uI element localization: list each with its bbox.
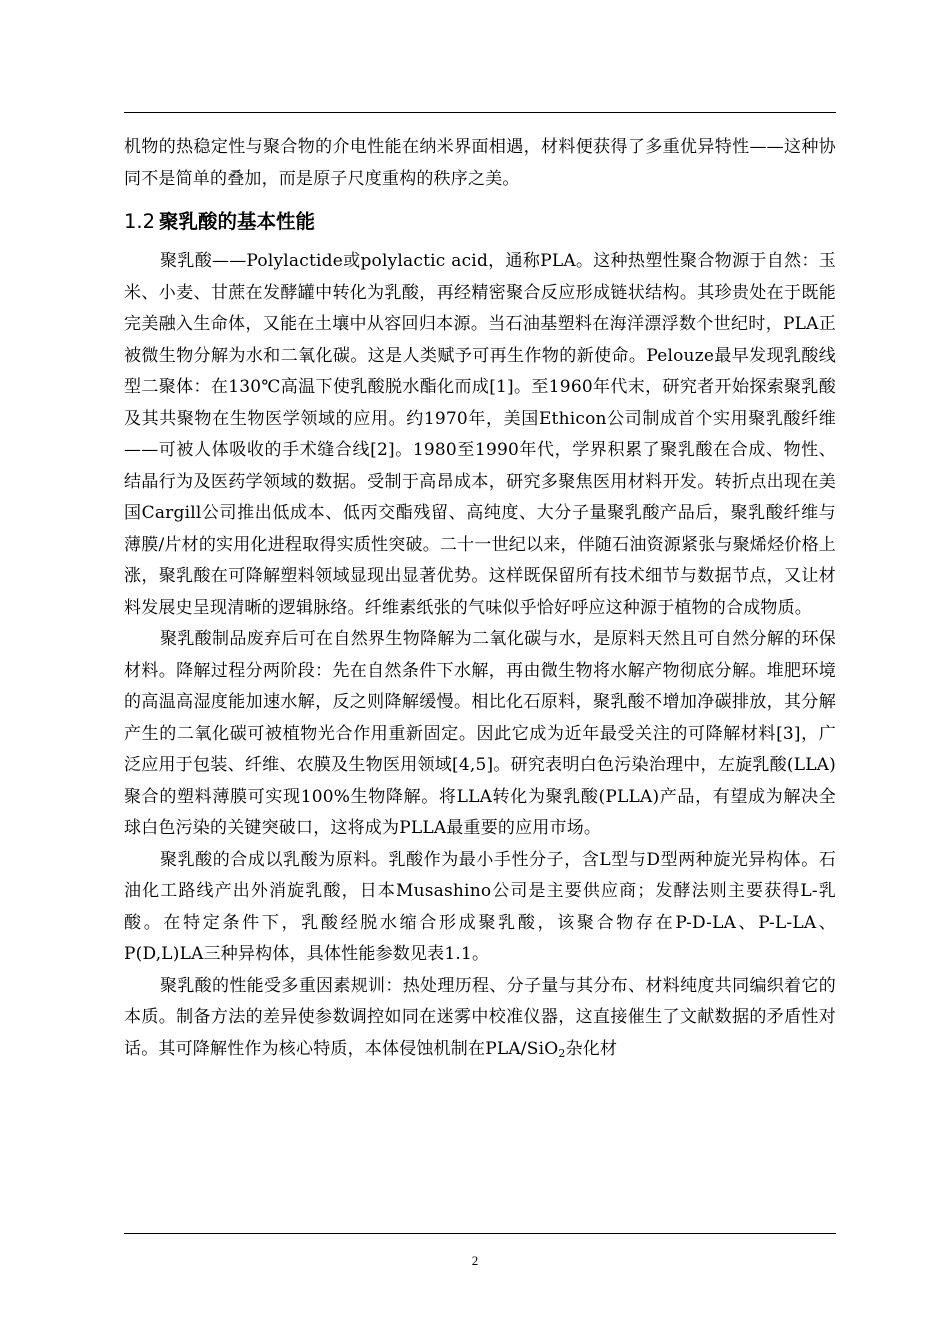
section-title: 聚乳酸的基本性能 — [159, 210, 316, 233]
header-rule — [124, 112, 836, 113]
body-paragraph: 聚乳酸制品废弃后可在自然界生物降解为二氧化碳与水，是原料天然且可自然分解的环保材料。降解过程分两阶段：先在自然条件下水解，再由微生物将水解产物彻底分解。堆肥环境的高温高湿度能加速水解，反之则降解缓慢。相比化石原料，聚乳酸不增加净碳排放，其分解产生的二氧化碳可被植物光合作用重新固定。因此它成为近年最受关注的可降解材料[3]，广泛应用于包装、纤维、农膜及生物医用领域[4,5]。研究表明白色污染治理中，左旋乳酸(LLA)聚合的塑料薄膜可实现100%生物降解。将LLA转化为聚乳酸(PLLA)产品，有望成为解决全球白色污染的关键突破口，这将成为PLLA最重要的应用市场。 — [124, 629, 836, 838]
last-paragraph-text: 聚乳酸的性能受多重因素规训：热处理历程、分子量与其分布、材料纯度共同编织着它的本质。制备方法的差异使参数调控如同在迷雾中校准仪器，这直接催生了文献数据的矛盾性对话。其可降解性作为核心特质，本体侵蚀机制在PLA/SiO — [124, 975, 836, 1059]
footer-rule — [124, 1233, 836, 1234]
page-body — [124, 132, 836, 1065]
body-paragraph: 聚乳酸——Polylactide或polylactic acid，通称PLA。这种热塑性聚合物源于自然：玉米、小麦、甘蔗在发酵罐中转化为乳酸，再经精密聚合反应形成链状结构。其珍贵处在于既能完美融入生命体，又能在土壤中从容回归本源。当石油基塑料在海洋漂浮数个世纪时，PLA正被微生物分解为水和二氧化碳。这是人类赋予可再生作物的新使命。Pelouze最早发现乳酸线型二聚体：在130℃高温下使乳酸脱水酯化而成[1]。至1960年代末，研究者开始探索聚乳酸及其共聚物在生物医学领域的应用。约1970年，美国Ethicon公司制成首个实用聚乳酸纤维——可被人体吸收的手术缝合线[2]。1980至1990年代，学界积累了聚乳酸在合成、物性、结晶行为及医药学领域的数据。受制于高昂成本，研究多聚焦医用材料开发。转折点出现在美国Cargill公司推出低成本、低丙交酯残留、高纯度、大分子量聚乳酸产品后，聚乳酸纤维与薄膜/片材的实用化进程取得实质性突破。二十一世纪以来，伴随石油资源紧张与聚烯烃价格上涨，聚乳酸在可降解塑料领域显现出显著优势。这样既保留所有技术细节与数据节点，又让材料发展史呈现清晰的逻辑脉络。纤维素纸张的气味似乎恰好呼应这种源于植物的合成物质。 — [124, 251, 836, 618]
body-paragraph-last — [124, 971, 836, 1066]
section-number: 1.2 — [124, 210, 156, 233]
intro-paragraph: 机物的热稳定性与聚合物的介电性能在纳米界面相遇，材料便获得了多重优异特性——这种协同不是简单的叠加，而是原子尺度重构的秩序之美。 — [124, 137, 836, 189]
page-number: 2 — [471, 1253, 479, 1268]
silica-subscript: 2 — [558, 1046, 566, 1060]
body-paragraph: 聚乳酸的合成以乳酸为原料。乳酸作为最小手性分子，含L型与D型两种旋光异构体。石油化工路线产出外消旋乳酸，日本Musashino公司是主要供应商；发酵法则主要获得L-乳酸。在特定条件下，乳酸经脱水缩合形成聚乳酸，该聚合物存在P-D-LA、P-L-LA、P(D,L)LA三种异构体，具体性能参数见表1.1。 — [124, 849, 836, 964]
last-paragraph-tail: 杂化材 — [565, 1038, 618, 1059]
section-heading — [124, 204, 836, 240]
